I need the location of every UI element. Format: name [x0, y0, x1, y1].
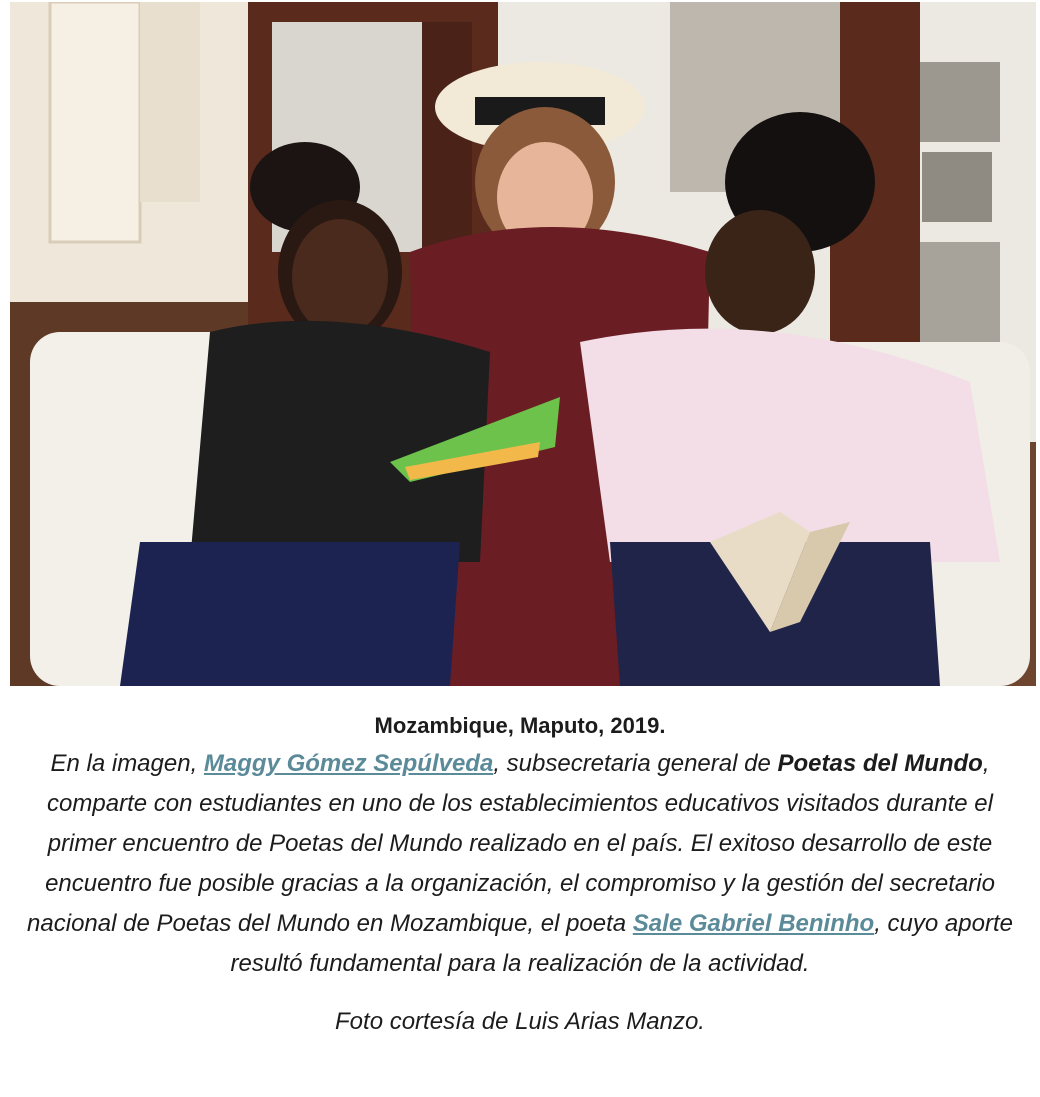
- photo-illustration: [10, 2, 1036, 686]
- caption-body: [15, 744, 1025, 984]
- photo: [10, 2, 1036, 686]
- photo-credit: Foto cortesía de Luis Arias Manzo.: [335, 1008, 705, 1035]
- poet-link[interactable]: Sale Gabriel Beninho: [632, 910, 875, 937]
- photo-caption: [0, 708, 1040, 1040]
- caption-ending: , cuyo aporte resultó fundamental para la realización de la actividad.: [230, 910, 1013, 977]
- caption-after-person: , subsecretaria general de: [493, 750, 778, 777]
- caption-intro: En la imagen,: [50, 750, 204, 777]
- person-link[interactable]: Maggy Gómez Sepúlveda: [203, 750, 494, 777]
- org-name: Poetas del Mundo: [777, 750, 983, 777]
- caption-title: Mozambique, Maputo, 2019.: [374, 713, 666, 738]
- caption-middle: , comparte con estudiantes en uno de los establecimientos educativos visitados durante el primer encuentro de Poetas del Mundo realizado en el país. El exitoso desarrollo de este encuentro fue posible gracias a la organización, el compromiso y la gestión del secretario nacional de Poetas del Mundo en Mozambique, el poeta: [27, 750, 995, 937]
